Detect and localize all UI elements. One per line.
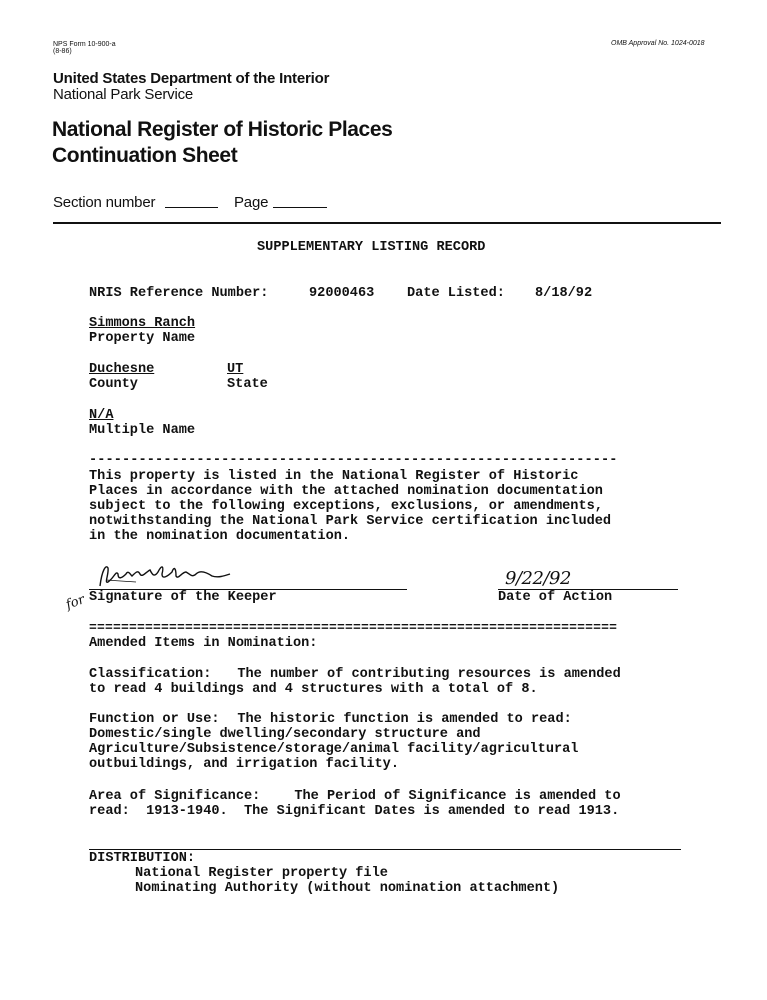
function-label: Function or Use: xyxy=(89,712,220,727)
nris-label: NRIS Reference Number: xyxy=(89,286,269,301)
classification-label: Classification: xyxy=(89,667,212,682)
form-date: (8-86) xyxy=(53,48,72,55)
distribution-label: DISTRIBUTION: xyxy=(89,851,196,866)
form-title: National Register of Historic Places xyxy=(52,118,393,141)
function-line-4: outbuildings, and irrigation facility. xyxy=(89,757,399,772)
statement-line-1: This property is listed in the National Register of Historic xyxy=(89,469,579,484)
section-number-label: Section number xyxy=(53,194,156,211)
county-label: County xyxy=(89,377,138,392)
state-value: UT xyxy=(227,362,244,377)
distribution-item: Nominating Authority (without nomination attachment) xyxy=(135,881,560,896)
significance-line-1: The Period of Significance is amended to xyxy=(278,789,621,804)
page-label: Page xyxy=(234,194,269,211)
page-blank xyxy=(273,207,327,208)
statement-line-4: notwithstanding the National Park Service certification included xyxy=(89,514,612,529)
multiple-name-label: Multiple Name xyxy=(89,423,196,438)
equals-divider: ================================================================== xyxy=(89,620,618,635)
classification-line-2: to read 4 buildings and 4 structures with a total of 8. xyxy=(89,682,538,697)
section-number-blank xyxy=(165,207,218,208)
form-number: NPS Form 10-900-a xyxy=(53,41,116,48)
signature-label: Signature of the Keeper xyxy=(89,590,277,605)
statement-line-5: in the nomination documentation. xyxy=(89,529,351,544)
function-line-2: Domestic/single dwelling/secondary structure and xyxy=(89,727,481,742)
significance-label: Area of Significance: xyxy=(89,789,261,804)
header-rule xyxy=(53,222,721,224)
classification-line-1: The number of contributing resources is amended xyxy=(221,667,621,682)
form-subtitle: Continuation Sheet xyxy=(52,144,238,167)
property-name-label: Property Name xyxy=(89,331,196,346)
nris-value: 92000463 xyxy=(309,286,375,301)
date-listed-label: Date Listed: xyxy=(407,286,505,301)
county-value: Duchesne xyxy=(89,362,155,377)
signature-prefix: for xyxy=(64,592,87,613)
state-label: State xyxy=(227,377,268,392)
date-listed-value: 8/18/92 xyxy=(535,286,593,301)
statement-line-3: subject to the following exceptions, exclusions, or amendments, xyxy=(89,499,603,514)
dashed-divider: ---------------------------------------------------------------- xyxy=(89,453,618,468)
omb-approval: OMB Approval No. 1024-0018 xyxy=(611,40,705,47)
property-name-value: Simmons Ranch xyxy=(89,316,196,331)
service-name: National Park Service xyxy=(53,86,194,103)
significance-line-2: read: 1913-1940. The Significant Dates is amended to read 1913. xyxy=(89,804,620,819)
keeper-signature xyxy=(96,560,236,592)
amended-heading: Amended Items in Nomination: xyxy=(89,636,318,651)
date-of-action-label: Date of Action xyxy=(498,590,613,605)
multiple-name-value: N/A xyxy=(89,408,114,423)
function-line-1: The historic function is amended to read: xyxy=(221,712,572,727)
statement-line-2: Places in accordance with the attached nomination documentation xyxy=(89,484,603,499)
distribution-item: National Register property file xyxy=(135,866,388,881)
distribution-rule xyxy=(89,849,681,850)
action-date-handwritten: 9/22/92 xyxy=(505,568,571,589)
function-line-3: Agriculture/Subsistence/storage/animal facility/agricultural xyxy=(89,742,579,757)
record-heading: SUPPLEMENTARY LISTING RECORD xyxy=(257,240,486,255)
department-name: United States Department of the Interior xyxy=(53,70,330,87)
